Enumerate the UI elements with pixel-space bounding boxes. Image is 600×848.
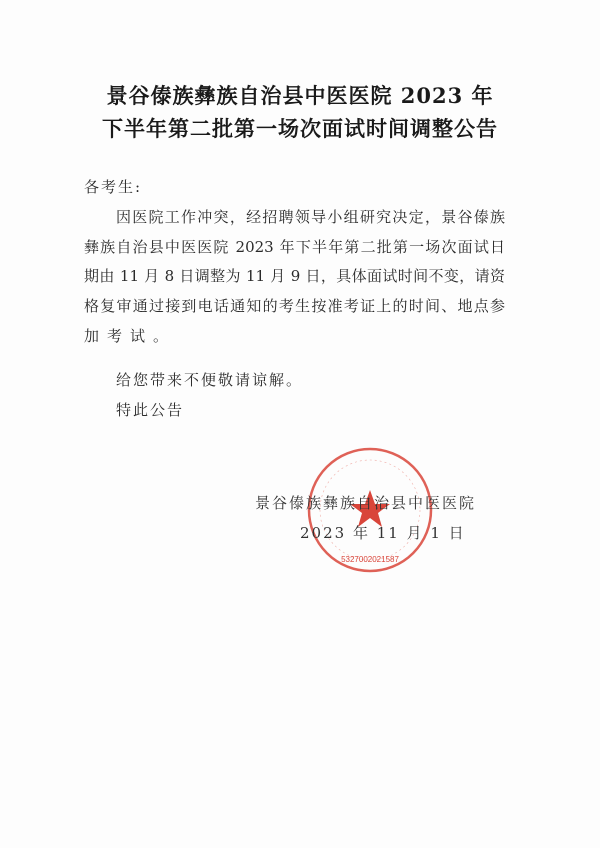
signature-organization: 景谷傣族彝族自治县中医医院 bbox=[255, 494, 477, 512]
body-line: 特此公告 bbox=[116, 401, 185, 419]
body-line: 格复审通过接到电话通知的考生按准考证上的时间、地点参 bbox=[84, 297, 505, 315]
seal-number: 5327002021587 bbox=[341, 555, 399, 564]
salutation: 各考生: bbox=[84, 178, 143, 196]
body-line: 给您带来不便敬请谅解。 bbox=[116, 371, 304, 389]
title-line-1: 景谷傣族彝族自治县中医医院 2023 年 bbox=[106, 83, 494, 108]
body-line: 因医院工作冲突，经招聘领导小组研究决定，景谷傣族 bbox=[116, 208, 505, 226]
signature-date: 2023 年 11 月 1 日 bbox=[300, 524, 466, 542]
body-line: 加考试。 bbox=[84, 327, 177, 345]
title-line-2: 下半年第二批第一场次面试时间调整公告 bbox=[102, 116, 498, 141]
body-line: 彝族自治县中医医院 2023 年下半年第二批第一场次面试日 bbox=[84, 238, 505, 256]
body-line: 期由 11 月 8 日调整为 11 月 9 日，具体面试时间不变，请资 bbox=[84, 267, 505, 285]
